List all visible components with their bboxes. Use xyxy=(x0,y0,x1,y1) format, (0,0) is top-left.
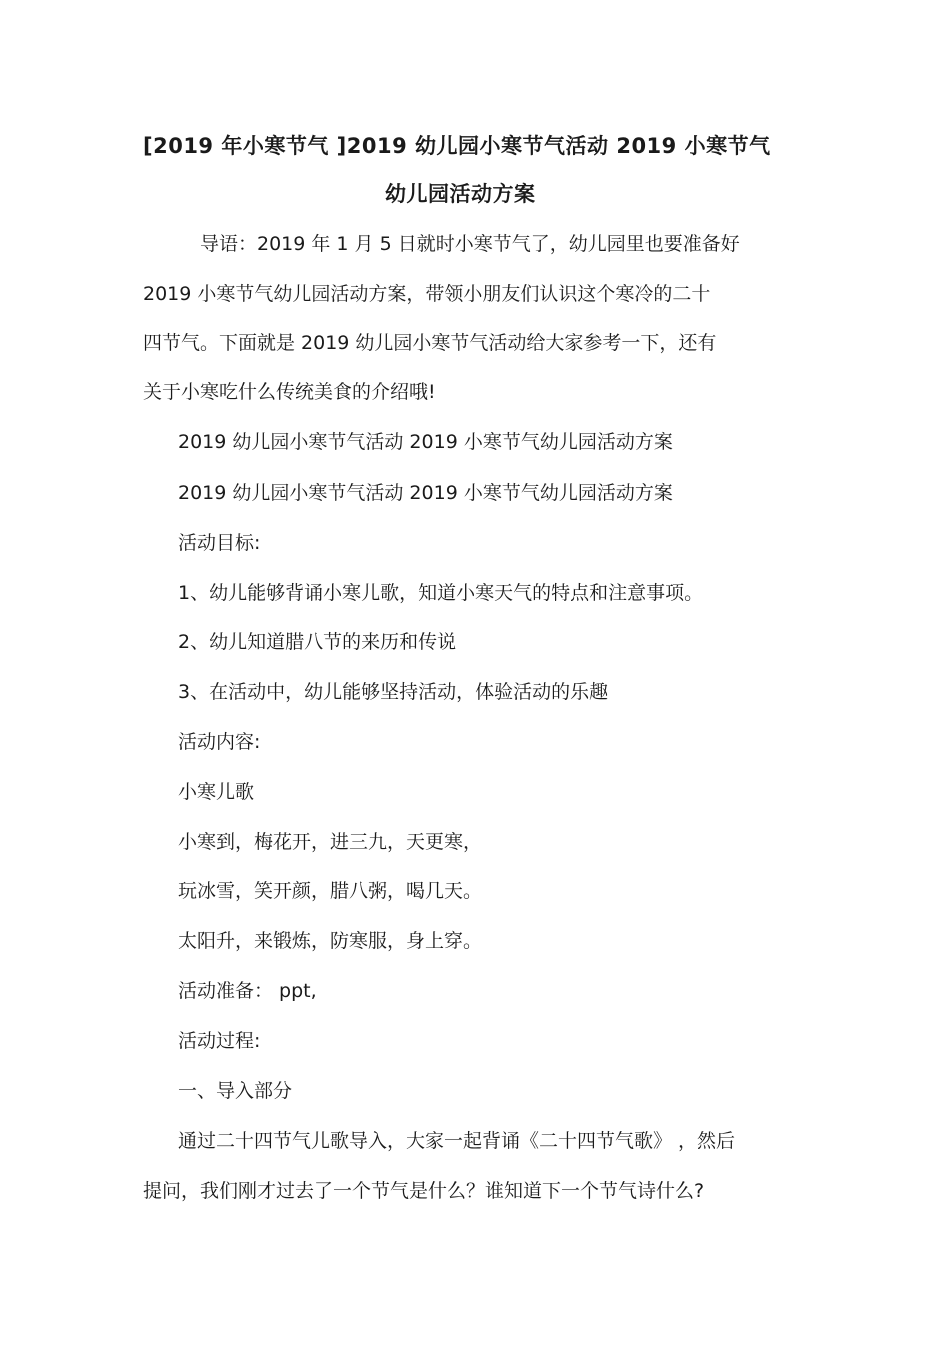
part-one-text-2: 提问，我们刚才过去了一个节气是什么？谁知道下一个节气诗什么? xyxy=(143,1180,705,1202)
intro-line-1: 导语：2019 年 1 月 5 日就时小寒节气了，幼儿园里也要准备好 xyxy=(200,233,740,255)
intro-line-2: 2019 小寒节气幼儿园活动方案，带领小朋友们认识这个寒冷的二十 xyxy=(143,283,711,305)
document-title-line-2: 幼儿园活动方案 xyxy=(385,182,536,206)
subtitle-2: 2019 幼儿园小寒节气活动 2019 小寒节气幼儿园活动方案 xyxy=(178,482,673,504)
part-one-text-1: 通过二十四节气儿歌导入，大家一起背诵《二十四节气歌》 ，然后 xyxy=(178,1130,736,1152)
intro-line-4: 关于小寒吃什么传统美食的介绍哦! xyxy=(143,381,436,403)
song-line-1: 小寒到，梅花开，进三九，天更寒， xyxy=(178,831,483,853)
song-title: 小寒儿歌 xyxy=(178,781,255,803)
song-line-2: 玩冰雪，笑开颜，腊八粥，喝几天。 xyxy=(178,880,483,902)
goal-item-2: 2、幼儿知道腊八节的来历和传说 xyxy=(178,631,457,653)
content-heading: 活动内容: xyxy=(178,731,261,753)
goals-heading: 活动目标: xyxy=(178,532,261,554)
process-heading: 活动过程: xyxy=(178,1030,261,1052)
goal-item-3: 3、在活动中，幼儿能够坚持活动，体验活动的乐趣 xyxy=(178,681,609,703)
part-one-heading: 一、导入部分 xyxy=(178,1080,293,1102)
subtitle-1: 2019 幼儿园小寒节气活动 2019 小寒节气幼儿园活动方案 xyxy=(178,431,673,453)
document-title-line-1: [2019 年小寒节气 ]2019 幼儿园小寒节气活动 2019 小寒节气 xyxy=(143,134,771,158)
goal-item-1: 1、幼儿能够背诵小寒儿歌，知道小寒天气的特点和注意事项。 xyxy=(178,582,704,604)
song-line-3: 太阳升，来锻炼，防寒服，身上穿。 xyxy=(178,930,483,952)
prep-line: 活动准备： ppt, xyxy=(178,980,317,1002)
intro-line-3: 四节气。下面就是 2019 幼儿园小寒节气活动给大家参考一下，还有 xyxy=(143,332,717,354)
